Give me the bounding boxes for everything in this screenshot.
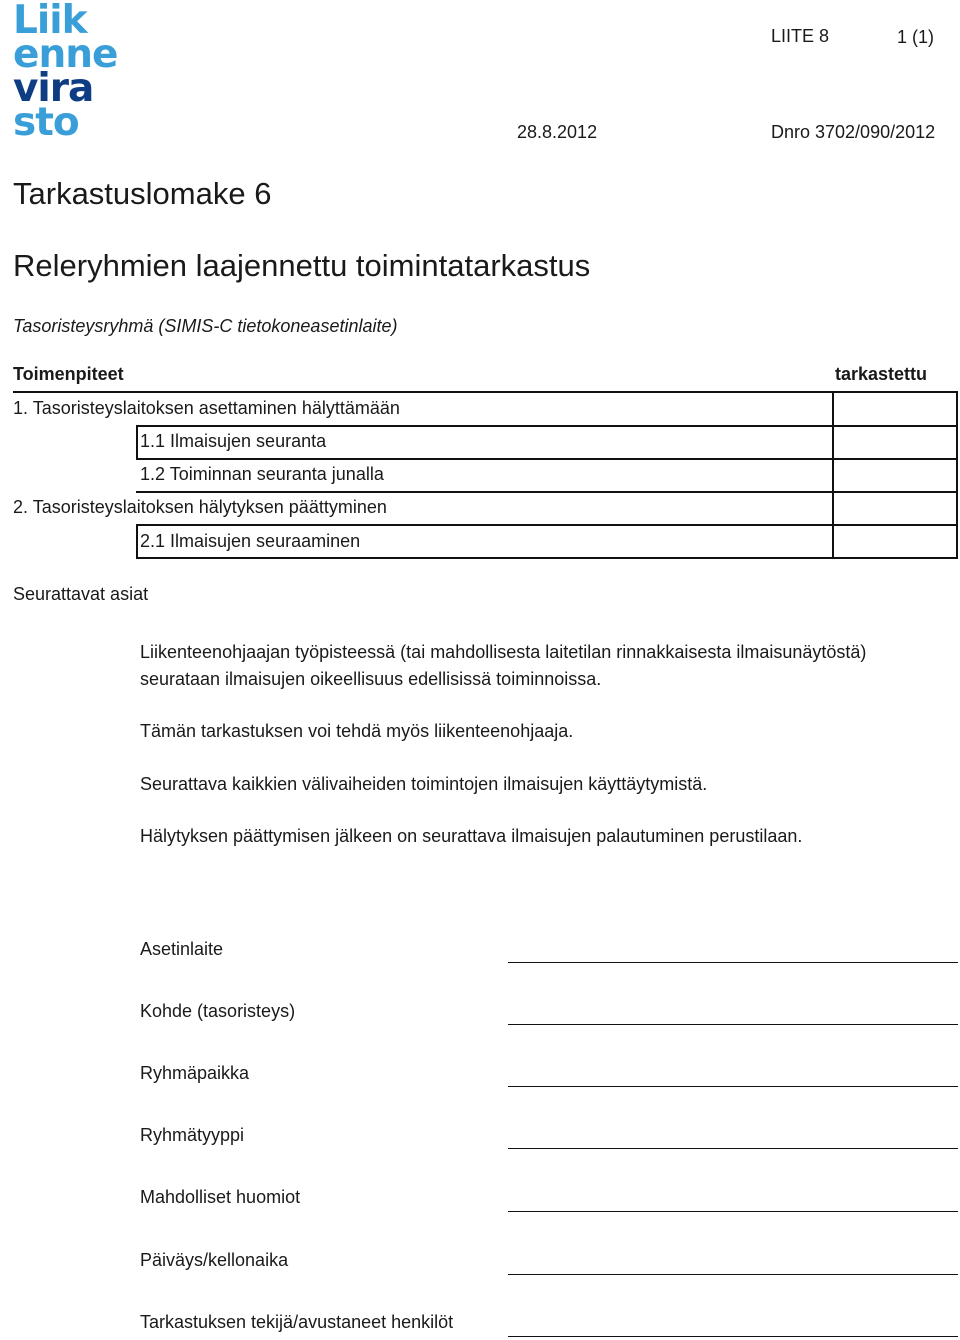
field-label-tekija: Tarkastuksen tekijä/avustaneet henkilöt <box>140 1312 454 1332</box>
field-input-ryhmapaikka[interactable] <box>508 1086 958 1087</box>
document-number: Dnro 3702/090/2012 <box>771 122 936 142</box>
paragraph-line: Hälytyksen päättymisen jälkeen on seurattava ilmaisujen palautuminen perustilaan. <box>140 826 803 846</box>
form-title: Tarkastuslomake 6 <box>13 176 272 211</box>
logo-line-1: Liik <box>13 0 87 43</box>
paragraph-line: Tämän tarkastuksen voi tehdä myös liikenteenohjaaja. <box>140 721 574 741</box>
table-row: 2.1 Ilmaisujen seuraaminen <box>140 531 361 551</box>
logo-line-3: vira <box>13 66 94 111</box>
column-header-actions: Toimenpiteet <box>13 364 124 384</box>
table-row: 1.2 Toiminnan seuranta junalla <box>140 464 384 484</box>
checked-cell-1-1[interactable] <box>833 426 957 459</box>
field-input-paivays[interactable] <box>508 1274 958 1275</box>
field-label-paivays: Päiväys/kellonaika <box>140 1250 289 1270</box>
field-label-kohde: Kohde (tasoristeys) <box>140 1001 296 1021</box>
form-heading: Releryhmien laajennettu toimintatarkastus <box>13 248 591 283</box>
table-rule <box>136 425 138 459</box>
field-label-ryhmatyyppi: Ryhmätyyppi <box>140 1125 245 1145</box>
table-row: 1. Tasoristeyslaitoksen asettaminen hälyttämään <box>13 398 400 418</box>
checked-cell-2[interactable] <box>833 492 957 525</box>
logo-line-2: enne <box>13 32 118 77</box>
table-rule <box>13 391 958 393</box>
column-header-checked: tarkastettu <box>835 364 928 384</box>
paragraph-line: Liikenteenohjaajan työpisteessä (tai mahdollisesta laitetilan rinnakkaisesta ilmaisunäytöstä) <box>140 642 867 662</box>
paragraph-line: Seurattava kaikkien välivaiheiden toimintojen ilmaisujen käyttäytymistä. <box>140 774 708 794</box>
field-input-asetinlaite[interactable] <box>508 962 958 963</box>
page-number: 1 (1) <box>897 27 935 47</box>
field-input-kohde[interactable] <box>508 1024 958 1025</box>
section-title: Seurattavat asiat <box>13 584 149 604</box>
checked-cell-1[interactable] <box>833 392 957 426</box>
field-label-ryhmapaikka: Ryhmäpaikka <box>140 1063 250 1083</box>
table-row: 1.1 Ilmaisujen seuranta <box>140 431 327 451</box>
logo-line-4: sto <box>13 100 79 145</box>
checked-cell-1-2[interactable] <box>833 459 957 492</box>
field-label-asetinlaite: Asetinlaite <box>140 939 224 959</box>
document-date: 28.8.2012 <box>517 122 598 142</box>
table-rule <box>136 524 138 558</box>
field-input-huomiot[interactable] <box>508 1211 958 1212</box>
liikennevirasto-logo <box>13 0 143 145</box>
paragraph-line: seurataan ilmaisujen oikeellisuus edellisissä toiminnoissa. <box>140 669 602 689</box>
checked-cell-2-1[interactable] <box>833 525 957 558</box>
appendix-label: LIITE 8 <box>771 26 830 46</box>
field-input-tekija[interactable] <box>508 1336 958 1337</box>
field-label-huomiot: Mahdolliset huomiot <box>140 1187 301 1207</box>
form-subtitle: Tasoristeysryhmä (SIMIS-C tietokoneasetinlaite) <box>13 316 398 336</box>
field-input-ryhmatyyppi[interactable] <box>508 1148 958 1149</box>
table-row: 2. Tasoristeyslaitoksen hälytyksen päättyminen <box>13 497 387 517</box>
